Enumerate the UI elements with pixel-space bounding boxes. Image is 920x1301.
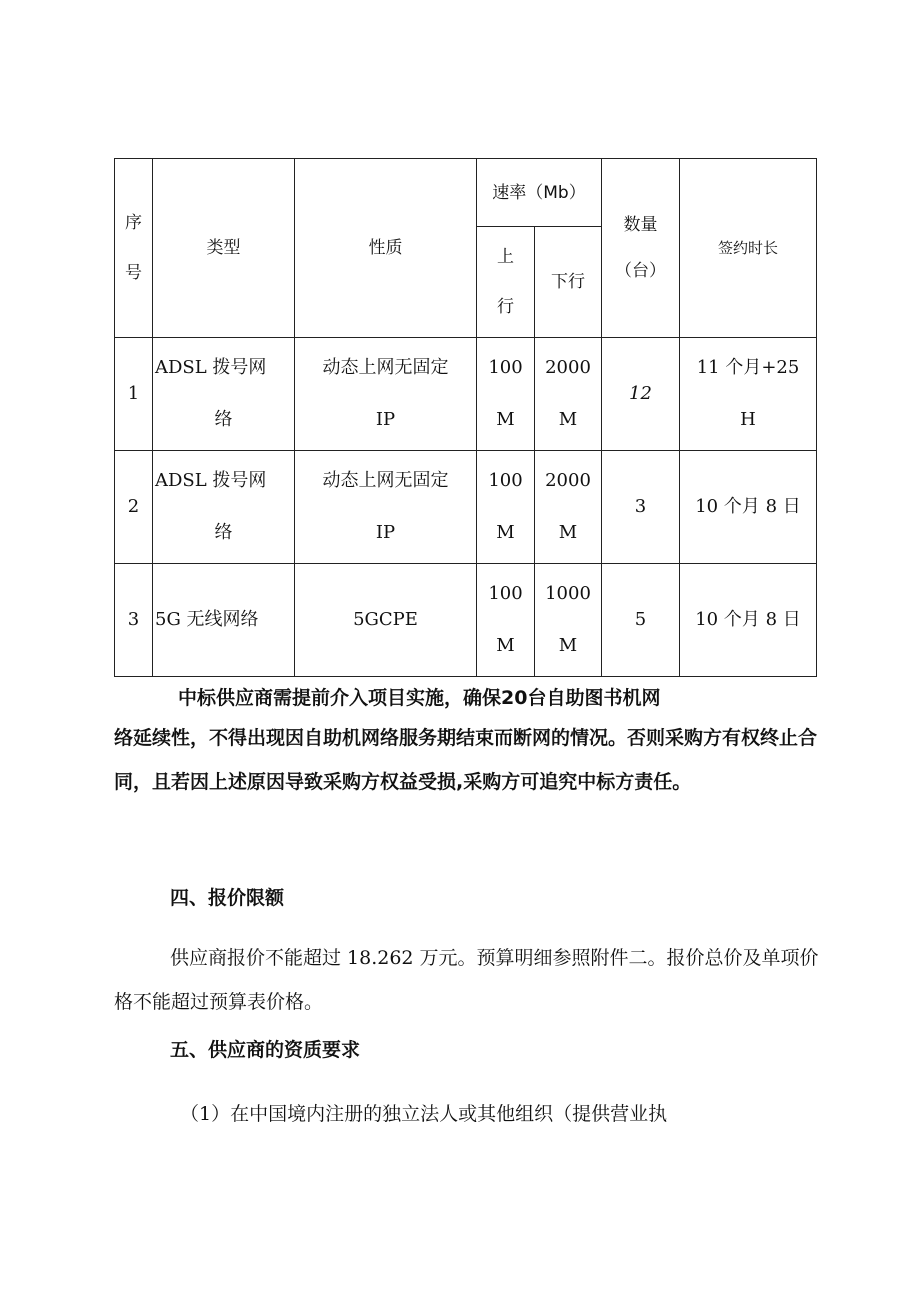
section-heading-qualification: 五、供应商的资质要求: [170, 1039, 361, 1061]
row-type: 5G 无线网络: [153, 564, 295, 677]
row-qty: 5: [602, 564, 680, 677]
network-spec-table: [114, 158, 817, 677]
table-row: [115, 338, 817, 451]
table-row: [115, 564, 817, 677]
row-down: 2000 M: [535, 451, 602, 564]
header-rate: 速率（Mb）: [477, 159, 602, 227]
row-term: 10 个月 8 日: [680, 564, 817, 677]
paragraph-qualification-1: （1）在中国境内注册的独立法人或其他组织（提供营业执: [180, 1103, 668, 1125]
row-down: 2000 M: [535, 338, 602, 451]
row-seq: 2: [115, 451, 153, 564]
row-nature: 动态上网无固定 IP: [295, 451, 477, 564]
row-down: 1000 M: [535, 564, 602, 677]
row-nature: 5GCPE: [295, 564, 477, 677]
header-seq: 序 号: [115, 159, 153, 338]
section-heading-quote-limit: 四、报价限额: [170, 887, 285, 909]
row-seq: 3: [115, 564, 153, 677]
row-seq: 1: [115, 338, 153, 451]
row-qty: 3: [602, 451, 680, 564]
table-header-row: [115, 159, 817, 227]
paragraph-quote-limit: 供应商报价不能超过 18.262 万元。预算明细参照附件二。报价总价及单项价格不能超过预算表价格。: [114, 947, 819, 1013]
row-up: 100 M: [477, 564, 535, 677]
row-up: 100 M: [477, 451, 535, 564]
header-qty: 数量 （台）: [602, 159, 680, 338]
row-up: 100 M: [477, 338, 535, 451]
row-type: ADSL 拨号网 络: [153, 451, 295, 564]
row-qty: 12: [602, 338, 680, 451]
row-term: 11 个月+25 H: [680, 338, 817, 451]
header-type: 类型: [153, 159, 295, 338]
row-nature: 动态上网无固定 IP: [295, 338, 477, 451]
table-row: [115, 451, 817, 564]
row-type: ADSL 拨号网 络: [153, 338, 295, 451]
row-term: 10 个月 8 日: [680, 451, 817, 564]
paragraph-requirement-rest: 络延续性，不得出现因自助机网络服务期结束而断网的情况。否则采购方有权终止合同，且若因上述原因导致采购方权益受损,采购方可追究中标方责任。: [114, 727, 818, 793]
header-term: 签约时长: [680, 159, 817, 338]
header-nature: 性质: [295, 159, 477, 338]
header-up: 上 行: [477, 227, 535, 338]
paragraph-requirement-line1: 中标供应商需提前介入项目实施，确保20台自助图书机网: [178, 687, 661, 709]
header-down: 下行: [535, 227, 602, 338]
